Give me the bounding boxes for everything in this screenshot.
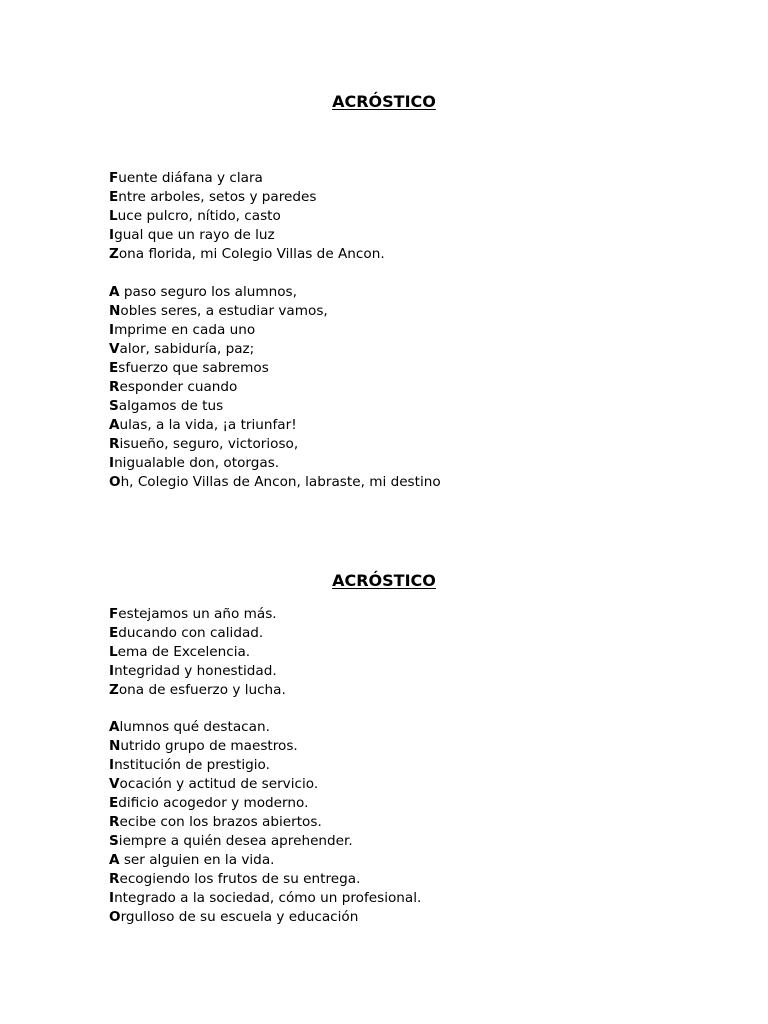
poem-line: [109, 188, 385, 207]
line-text: algamos de tus: [118, 398, 224, 414]
acrostic-initial: A: [109, 852, 120, 868]
line-text: ser alguien en la vida.: [119, 852, 275, 868]
acrostic-initial: I: [109, 322, 115, 338]
poem-2-stanza-2: [109, 718, 421, 927]
acrostic-initial: O: [109, 474, 121, 490]
line-text: ocación y actitud de servicio.: [119, 776, 319, 792]
poem-line: [109, 681, 286, 700]
line-text: rgulloso de su escuela y educación: [120, 909, 359, 925]
poem-line: [109, 643, 286, 662]
poem-line: [109, 908, 421, 927]
acrostic-initial: F: [109, 170, 119, 186]
line-text: isueño, seguro, victorioso,: [119, 436, 299, 452]
poem-1-stanza-1: [109, 169, 385, 264]
acrostic-initial: S: [109, 833, 119, 849]
line-text: ulas, a la vida, ¡a triunfar!: [119, 417, 297, 433]
poem-line: [109, 718, 421, 737]
acrostic-initial: N: [109, 738, 121, 754]
acrostic-initial: I: [109, 455, 115, 471]
poem-line: [109, 605, 286, 624]
acrostic-initial: E: [109, 189, 119, 205]
poem-line: [109, 737, 421, 756]
line-text: esponder cuando: [119, 379, 238, 395]
acrostic-initial: R: [109, 814, 120, 830]
acrostic-initial: I: [109, 663, 115, 679]
poem-1-title: ACRÓSTICO: [332, 92, 436, 111]
acrostic-initial: L: [109, 208, 118, 224]
acrostic-initial: N: [109, 303, 121, 319]
acrostic-initial: L: [109, 644, 118, 660]
acrostic-initial: Z: [109, 682, 119, 698]
line-text: estejamos un año más.: [118, 606, 277, 622]
poem-line: [109, 794, 421, 813]
acrostic-initial: E: [109, 795, 119, 811]
poem-2-title: ACRÓSTICO: [332, 571, 436, 590]
poem-line: [109, 169, 385, 188]
poem-line: [109, 756, 421, 775]
poem-line: [109, 226, 385, 245]
line-text: ducando con calidad.: [118, 625, 264, 641]
line-text: nigualable don, otorgas.: [114, 455, 280, 471]
line-text: dificio acogedor y moderno.: [118, 795, 309, 811]
poem-line: [109, 624, 286, 643]
line-text: iempre a quién desea aprehender.: [118, 833, 353, 849]
acrostic-initial: R: [109, 871, 120, 887]
line-text: ntegrado a la sociedad, cómo un profesional.: [114, 890, 422, 906]
acrostic-initial: A: [109, 284, 120, 300]
acrostic-initial: S: [109, 398, 119, 414]
line-text: paso seguro los alumnos,: [119, 284, 297, 300]
poem-line: [109, 321, 441, 340]
line-text: alor, sabiduría, paz;: [119, 341, 255, 357]
acrostic-initial: A: [109, 417, 120, 433]
poem-line: [109, 832, 421, 851]
line-text: ecogiendo los frutos de su entrega.: [119, 871, 361, 887]
poem-line: [109, 245, 385, 264]
acrostic-initial: E: [109, 625, 119, 641]
line-text: sfuerzo que sabremos: [118, 360, 269, 376]
acrostic-initial: E: [109, 360, 119, 376]
line-text: ecibe con los brazos abiertos.: [119, 814, 322, 830]
poem-line: [109, 397, 441, 416]
poem-line: [109, 207, 385, 226]
poem-line: [109, 283, 441, 302]
acrostic-initial: Z: [109, 246, 119, 262]
poem-line: [109, 378, 441, 397]
acrostic-initial: I: [109, 890, 115, 906]
poem-line: [109, 340, 441, 359]
line-text: uente diáfana y clara: [118, 170, 263, 186]
line-text: ona florida, mi Colegio Villas de Ancon.: [118, 246, 385, 262]
poem-line: [109, 870, 421, 889]
line-text: mprime en cada uno: [114, 322, 256, 338]
poem-2-stanza-1: [109, 605, 286, 700]
poem-line: [109, 473, 441, 492]
line-text: gual que un rayo de luz: [114, 227, 275, 243]
line-text: ntre arboles, setos y paredes: [118, 189, 317, 205]
poem-1-stanza-2: [109, 283, 441, 492]
line-text: utrido grupo de maestros.: [120, 738, 298, 754]
acrostic-initial: I: [109, 227, 115, 243]
poem-line: [109, 302, 441, 321]
poem-line: [109, 851, 421, 870]
acrostic-initial: V: [109, 776, 120, 792]
acrostic-initial: I: [109, 757, 115, 773]
poem-line: [109, 359, 441, 378]
line-text: ona de esfuerzo y lucha.: [118, 682, 286, 698]
line-text: ntegridad y honestidad.: [114, 663, 277, 679]
poem-line: [109, 889, 421, 908]
line-text: uce pulcro, nítido, casto: [117, 208, 281, 224]
poem-line: [109, 416, 441, 435]
poem-line: [109, 454, 441, 473]
poem-line: [109, 775, 421, 794]
acrostic-initial: R: [109, 436, 120, 452]
acrostic-initial: V: [109, 341, 120, 357]
acrostic-initial: A: [109, 719, 120, 735]
line-text: h, Colegio Villas de Ancon, labraste, mi destino: [120, 474, 441, 490]
line-text: lumnos qué destacan.: [119, 719, 270, 735]
line-text: obles seres, a estudiar vamos,: [120, 303, 328, 319]
acrostic-initial: O: [109, 909, 121, 925]
poem-line: [109, 662, 286, 681]
acrostic-initial: R: [109, 379, 120, 395]
poem-line: [109, 435, 441, 454]
acrostic-initial: F: [109, 606, 119, 622]
poem-line: [109, 813, 421, 832]
line-text: ema de Excelencia.: [117, 644, 251, 660]
line-text: nstitución de prestigio.: [114, 757, 270, 773]
